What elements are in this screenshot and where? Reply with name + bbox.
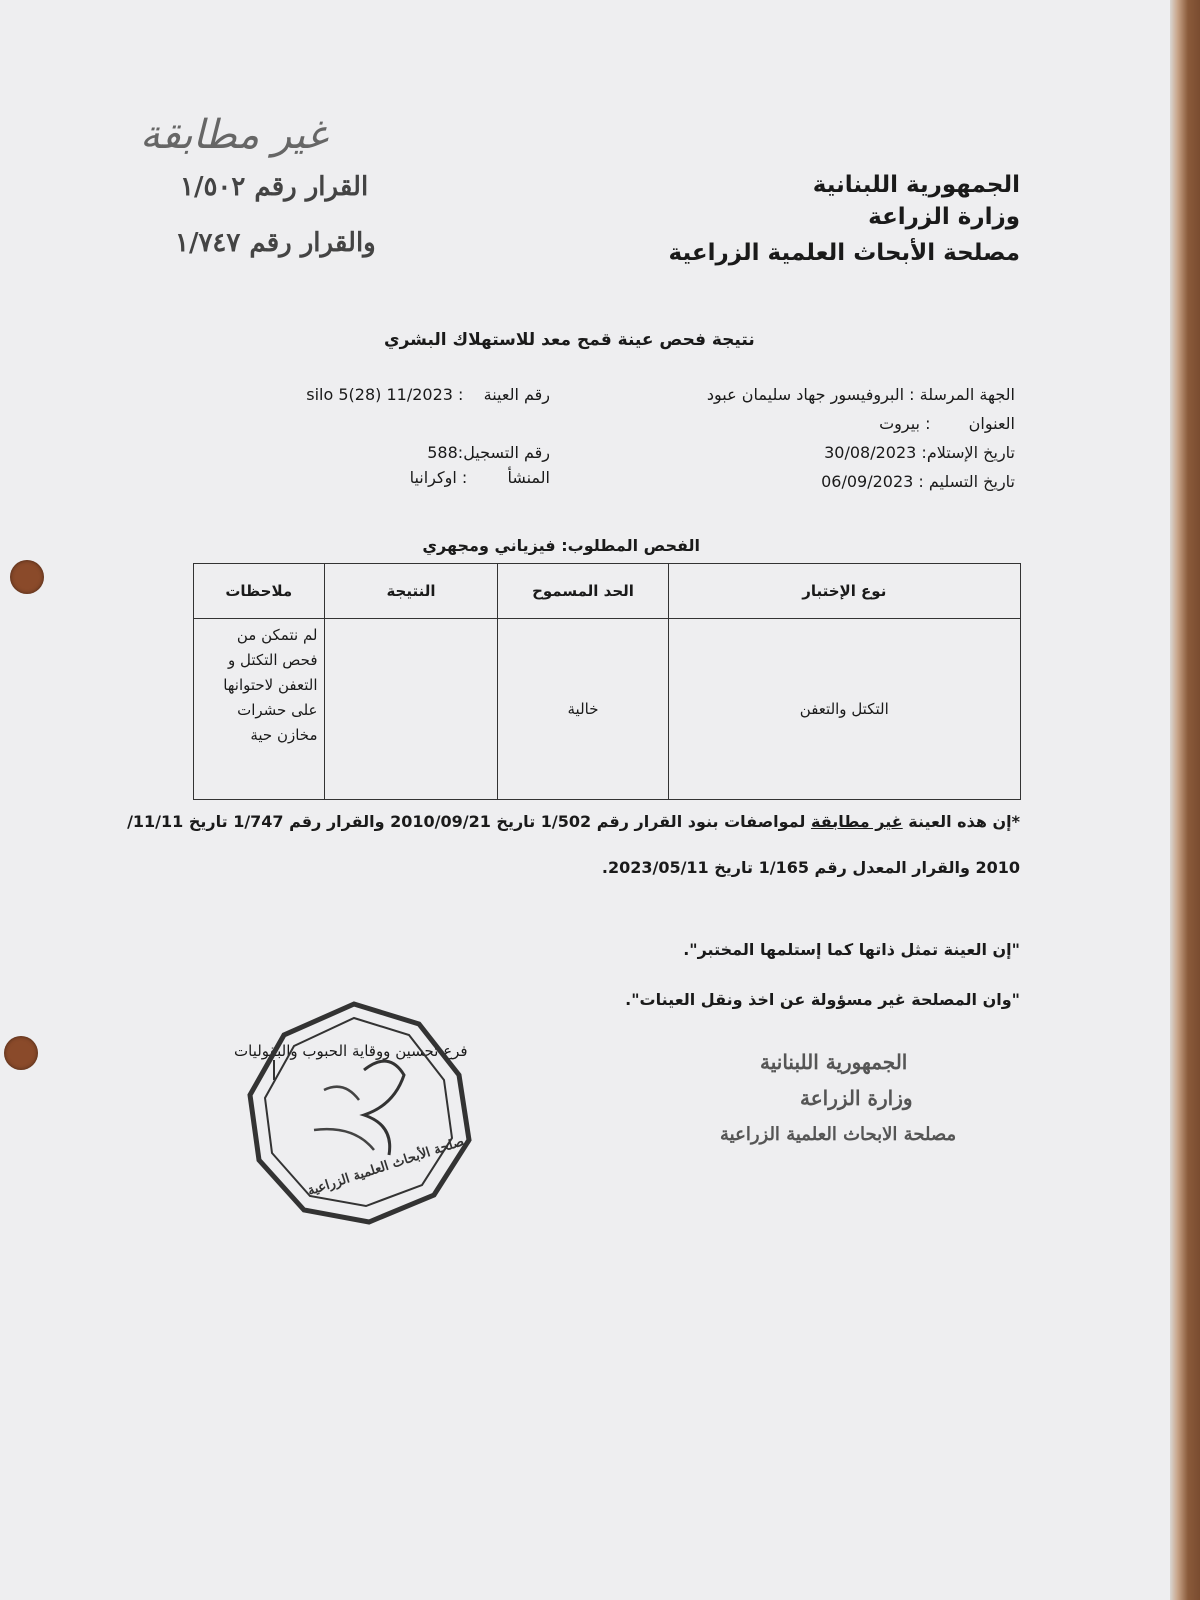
- delivered-label: تاريخ التسليم: [928, 472, 1015, 491]
- received-label: تاريخ الإستلام:: [921, 443, 1015, 462]
- footer-stamp-line-1: الجمهورية اللبنانية: [760, 1050, 908, 1074]
- origin-row: [410, 468, 550, 487]
- conclusion-line-2: 2010 والقرار المعدل رقم 1/165 تاريخ 2023/05/11.: [601, 858, 1020, 877]
- punch-hole-top: [10, 560, 44, 594]
- cell-limit: خالية: [498, 619, 668, 800]
- conclusion-non-compliant: غير مطابقة: [810, 812, 903, 831]
- punch-hole-bottom: [4, 1036, 38, 1070]
- header-test-type: نوع الإختبار: [668, 564, 1020, 619]
- header-result: النتيجة: [324, 564, 498, 619]
- official-seal: [244, 1000, 484, 1230]
- header-department: مصلحة الأبحاث العلمية الزراعية: [668, 240, 1020, 266]
- delivered-value: : 06/09/2023: [821, 472, 924, 491]
- page-title: نتيجة فحص عينة قمح معد للاستهلاك البشري: [384, 330, 755, 350]
- note-not-responsible: "وان المصلحة غير مسؤولة عن اخذ ونقل العينات".: [625, 990, 1020, 1009]
- sample-row: [306, 385, 550, 404]
- cell-test: التكتل والتعفن: [668, 619, 1020, 800]
- footer-stamp-line-3: مصلحة الابحاث العلمية الزراعية: [720, 1124, 957, 1145]
- table-header-row: [194, 564, 1021, 619]
- sender-value: : البروفيسور جهاد سليمان عبود: [706, 385, 915, 404]
- sample-value: : silo 5(28) 11/2023: [306, 385, 464, 404]
- header-notes: ملاحظات: [194, 564, 325, 619]
- seal-text: مصلحة الأبحاث العلمية الزراعية: [305, 1132, 473, 1199]
- branch-name: فرع تحسين ووقاية الحبوب والبقوليات: [234, 1042, 468, 1060]
- seal-graphic: [244, 1000, 484, 1230]
- header-republic: الجمهورية اللبنانية: [812, 172, 1020, 198]
- exam-required: الفحص المطلوب: فيزياني ومجهري: [422, 536, 700, 555]
- registration-label: رقم التسجيل:: [457, 443, 550, 462]
- conclusion-line-1: [127, 812, 1020, 831]
- note-sample-represents: "إن العينة تمثل ذاتها كما إستلمها المختبر".: [683, 940, 1020, 959]
- handwritten-status: غير مطابقة: [140, 112, 328, 158]
- registration-value: 588: [427, 443, 458, 462]
- address-value: : بيروت: [879, 414, 931, 433]
- delivered-row: [821, 472, 1015, 491]
- conclusion-part2: لمواصفات بنود القرار رقم 1/502 تاريخ 2010/09/21 والقرار رقم 1/747 تاريخ 11/11/: [127, 812, 806, 831]
- header-ministry: وزارة الزراعة: [868, 204, 1020, 230]
- address-label: العنوان: [968, 414, 1015, 433]
- sample-label: رقم العينة: [483, 385, 550, 404]
- cell-result: [324, 619, 498, 800]
- received-row: [824, 443, 1015, 462]
- conclusion-part1: *إن هذه العينة: [908, 812, 1020, 831]
- header-limit: الحد المسموح: [498, 564, 668, 619]
- table-surface-edge: [1170, 0, 1200, 1600]
- sender-row: [707, 385, 1015, 404]
- origin-label: المنشأ: [507, 468, 550, 487]
- cell-notes: لم نتمكن من فحص التكتل و التعفن لاحتوانها على حشرات مخازن حية: [194, 619, 325, 800]
- handwritten-decision-2: والقرار رقم ١/٧٤٧: [175, 228, 376, 258]
- received-value: 30/08/2023: [824, 443, 917, 462]
- origin-value: : اوكرانيا: [409, 468, 468, 487]
- results-table: [193, 563, 1021, 800]
- footer-stamp-line-2: وزارة الزراعة: [800, 1086, 913, 1110]
- sender-label: الجهة المرسلة: [919, 385, 1015, 404]
- address-row: [879, 414, 1015, 433]
- registration-row: [427, 443, 550, 462]
- handwritten-decision-1: القرار رقم ١/٥٠٢: [180, 172, 369, 202]
- table-row: [194, 619, 1021, 800]
